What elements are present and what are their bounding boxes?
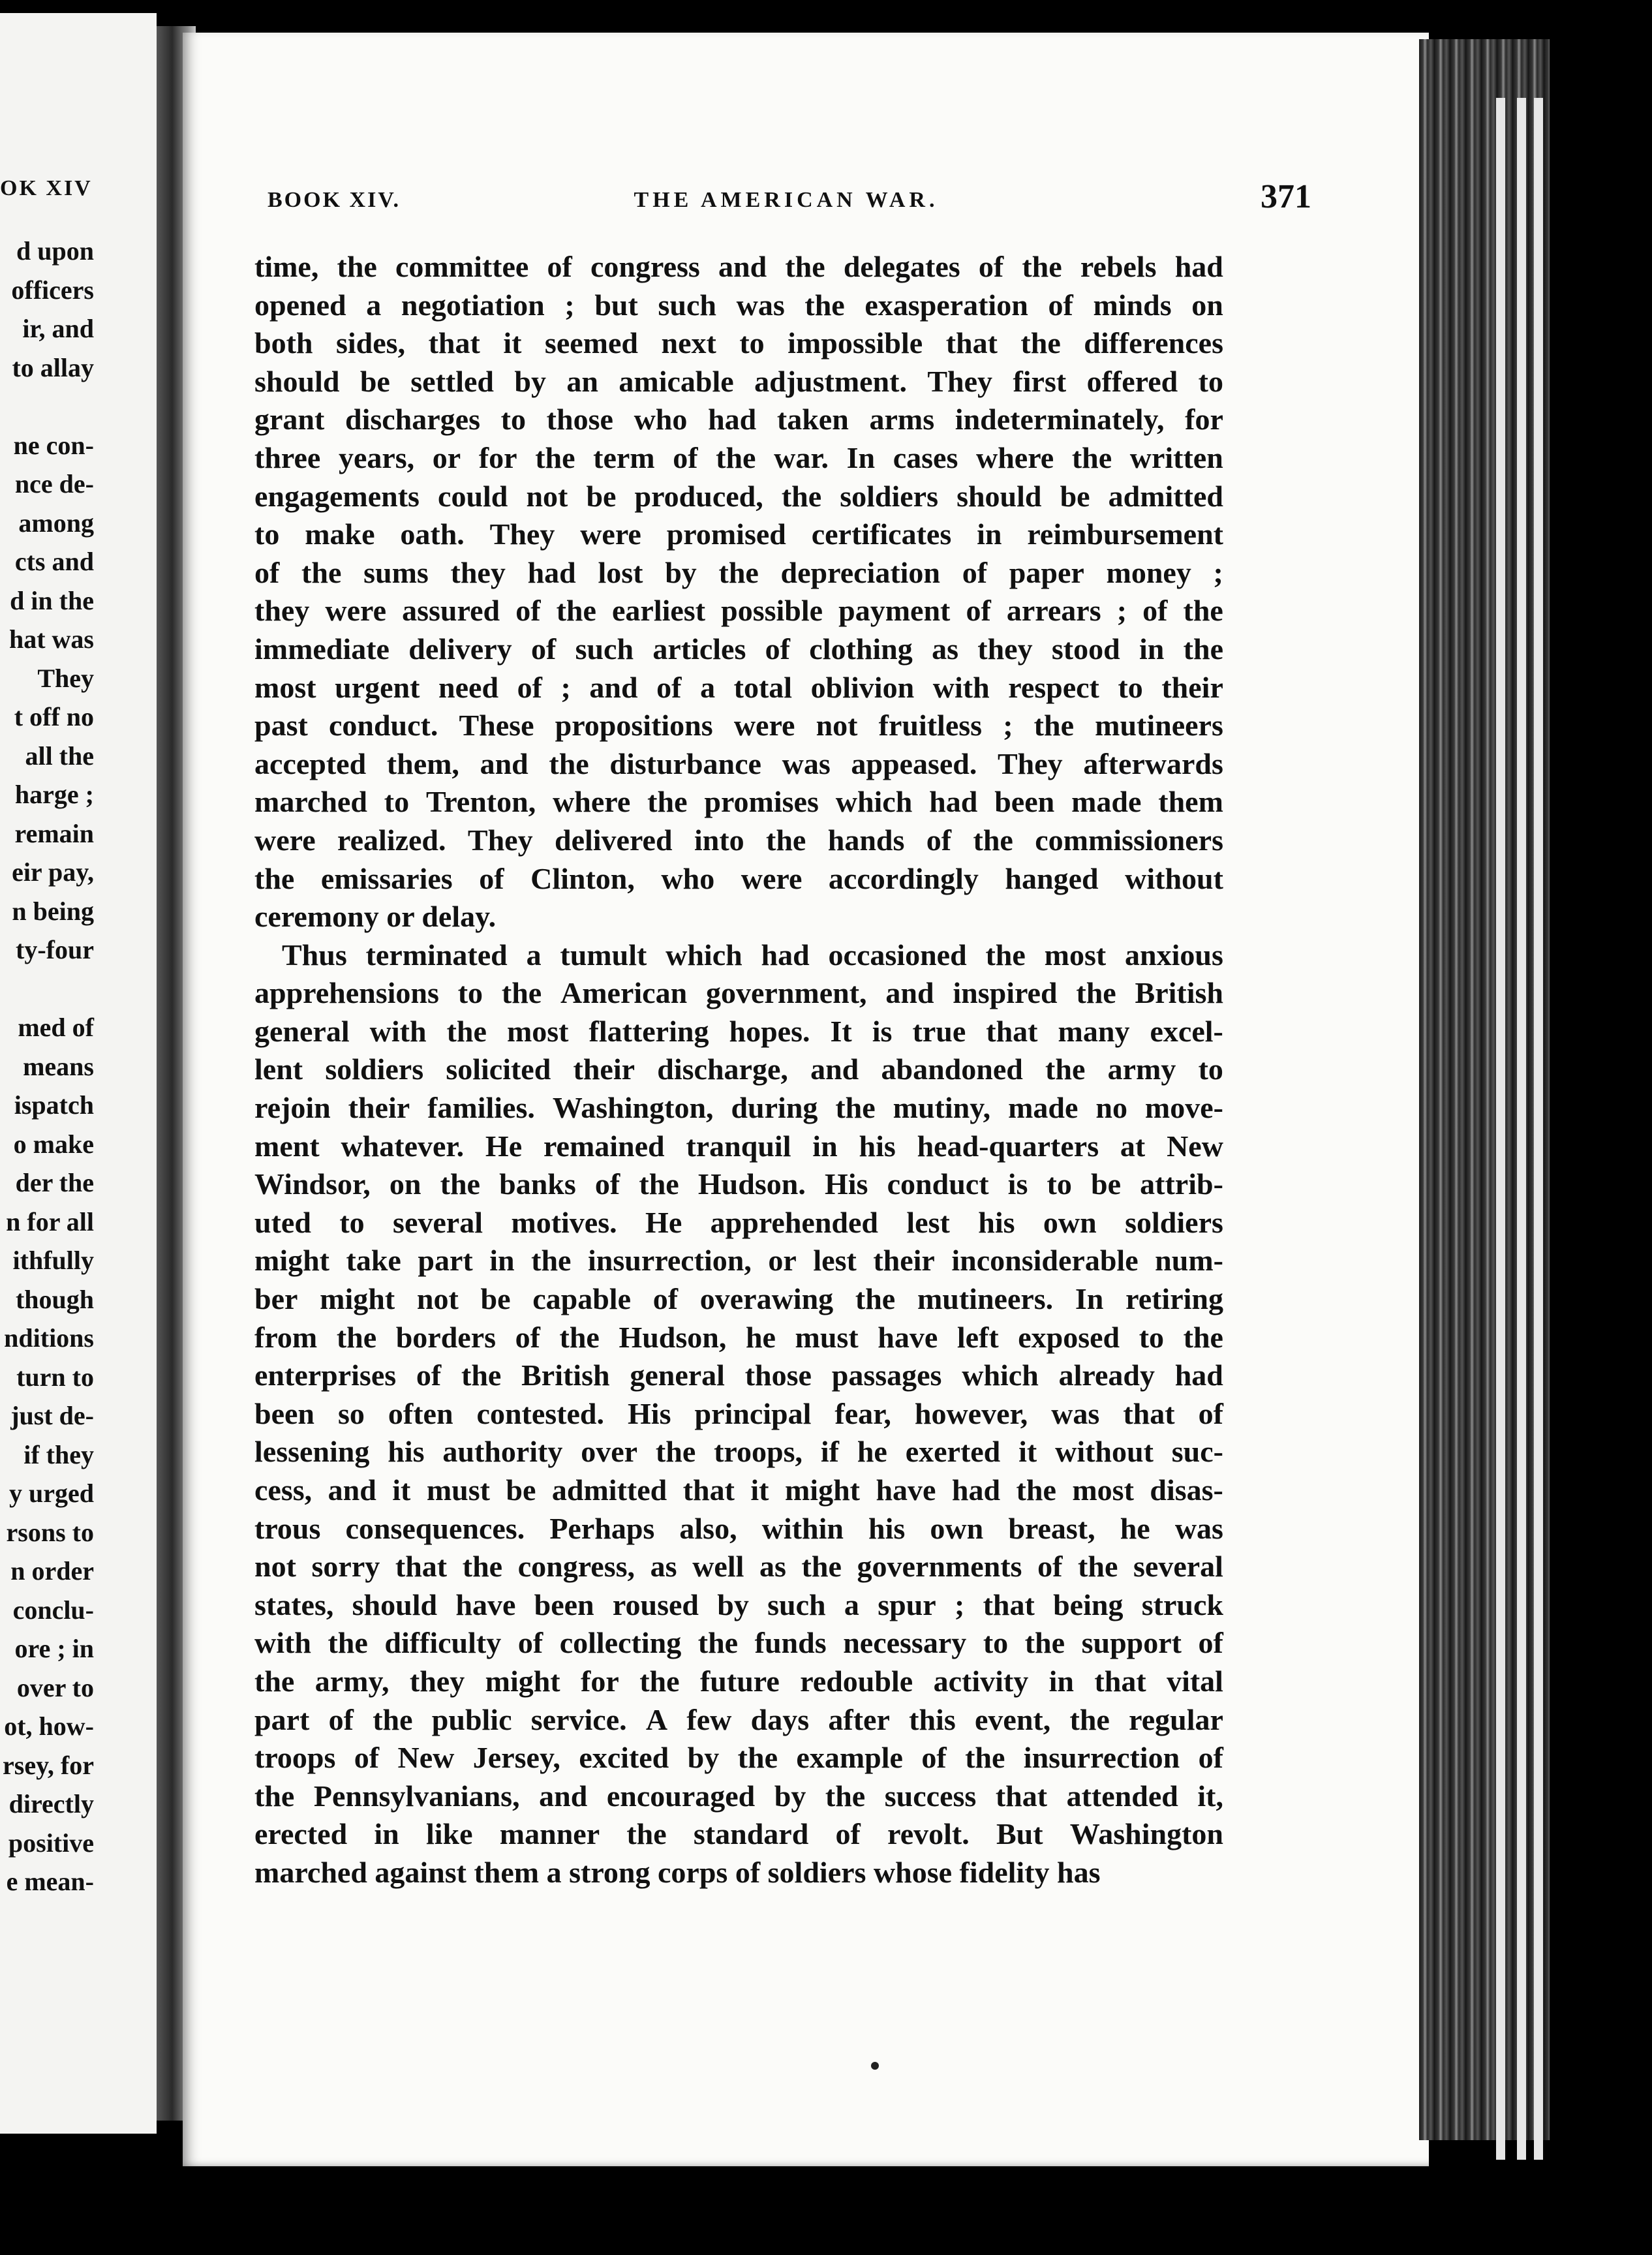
text-line: past conduct. These propositions were not fruitless ; the mutineers: [254, 709, 1223, 743]
left-text-line: n being: [12, 896, 94, 926]
left-page-text: [3, 232, 94, 1901]
text-line: enterprises of the British general those passages which already had: [254, 1358, 1223, 1392]
left-text-line: [3, 387, 94, 426]
left-text-line: over to: [16, 1672, 94, 1702]
text-line: lent soldiers solicited their discharge, and abandoned the army to: [254, 1052, 1223, 1086]
left-text-line: cts and: [14, 547, 94, 576]
left-text-line: d in the: [10, 585, 94, 615]
left-text-line: o make: [13, 1129, 94, 1159]
left-text-line: just de-: [10, 1401, 94, 1430]
text-line: were realized. They delivered into the hands of the commissioners: [254, 823, 1223, 857]
left-text-line: med of: [18, 1013, 94, 1042]
text-line: the Pennsylvanians, and encouraged by the success that attended it,: [254, 1779, 1223, 1813]
left-text-line: among: [18, 508, 94, 538]
left-text-line: though: [15, 1284, 94, 1314]
left-text-line: eir pay,: [12, 857, 94, 887]
left-text-line: nce de-: [14, 469, 94, 499]
text-line: erected in like manner the standard of revolt. But Washington: [254, 1817, 1223, 1851]
book-label: BOOK XIV.: [268, 188, 401, 212]
left-text-line: y urged: [9, 1479, 94, 1508]
left-text-line: harge ;: [14, 780, 94, 809]
text-line: the army, they might for the future redouble activity in that vital: [254, 1664, 1223, 1698]
left-text-line: n for all: [6, 1206, 94, 1236]
page-edge-strip: [1496, 98, 1505, 2160]
page-edge-strip: [1517, 98, 1526, 2160]
text-line: accepted them, and the disturbance was appeased. They afterwards: [254, 746, 1223, 780]
left-text-line: to allay: [12, 352, 94, 382]
text-line: to make oath. They were promised certificates in reimbursement: [254, 517, 1223, 551]
left-text-line: remain: [14, 818, 94, 848]
left-text-line: ir, and: [22, 314, 94, 343]
left-text-line: rsey, for: [3, 1750, 94, 1780]
left-text-line: if they: [23, 1439, 94, 1469]
text-line: uted to several motives. He apprehended lest his own soldiers: [254, 1205, 1223, 1239]
left-text-line: turn to: [16, 1362, 94, 1392]
left-text-line: conclu-: [12, 1595, 94, 1625]
left-text-line: officers: [11, 275, 94, 305]
running-header: [268, 163, 1311, 222]
book-page: [183, 33, 1429, 2166]
left-text-line: nditions: [4, 1323, 94, 1353]
left-text-line: ne con-: [13, 430, 94, 460]
text-line: cess, and it must be admitted that it might have had the most disas-: [254, 1473, 1223, 1507]
text-line: engagements could not be produced, the soldiers should be admitted: [254, 479, 1223, 513]
text-line: from the borders of the Hudson, he must have left exposed to the: [254, 1320, 1223, 1354]
left-text-line: ithfully: [12, 1246, 94, 1275]
text-line: part of the public service. A few days after this event, the regular: [254, 1702, 1223, 1736]
left-text-line: ty-four: [16, 935, 94, 964]
left-text-line: t off no: [14, 702, 94, 731]
left-facing-page: [0, 13, 157, 2134]
text-line: troops of New Jersey, excited by the example of the insurrection of: [254, 1741, 1223, 1775]
text-line: marched to Trenton, where the promises which had been made them: [254, 785, 1223, 819]
text-line: opened a negotiation ; but such was the exasperation of minds on: [254, 288, 1223, 322]
text-line: might take part in the insurrection, or lest their inconsiderable num-: [254, 1244, 1223, 1278]
running-title: THE AMERICAN WAR.: [634, 188, 939, 212]
text-line: with the difficulty of collecting the funds necessary to the support of: [254, 1626, 1223, 1660]
left-text-line: e mean-: [6, 1867, 94, 1896]
text-line: rejoin their families. Washington, during the mutiny, made no move-: [254, 1091, 1223, 1125]
left-text-line: all the: [25, 741, 94, 771]
left-text-line: hat was: [8, 624, 94, 654]
left-text-line: ore ; in: [14, 1634, 94, 1663]
text-line: lessening his authority over the troops, if he exerted it without suc-: [254, 1435, 1223, 1469]
text-line: states, should have been roused by such a spur ; that being struck: [254, 1588, 1223, 1621]
text-line: general with the most flattering hopes. It is true that many excel-: [254, 1014, 1223, 1048]
text-line: time, the committee of congress and the delegates of the rebels had: [254, 250, 1223, 283]
left-text-line: d upon: [16, 236, 94, 266]
left-text-line: means: [23, 1051, 94, 1081]
left-page-header: OK XIV: [0, 176, 93, 200]
left-text-line: positive: [8, 1828, 94, 1858]
left-text-line: [3, 970, 94, 1009]
text-line: ber might not be capable of overawing the mutineers. In retiring: [254, 1282, 1223, 1316]
page-edges: [1419, 39, 1550, 2140]
text-line: ceremony or delay.: [254, 900, 497, 934]
text-line: the emissaries of Clinton, who were accordingly hanged without: [254, 861, 1223, 895]
text-line: apprehensions to the American government, and inspired the British: [254, 976, 1223, 1010]
text-line: should be settled by an amicable adjustment. They first offered to: [254, 364, 1223, 398]
page-dot: [871, 2062, 879, 2070]
text-line: ment whatever. He remained tranquil in his head-quarters at New: [254, 1129, 1223, 1163]
page-edge-strip: [1534, 98, 1543, 2160]
text-line: grant discharges to those who had taken arms indeterminately, for: [254, 403, 1223, 437]
text-line: they were assured of the earliest possible payment of arrears ; of the: [254, 594, 1223, 628]
text-line: been so often contested. His principal fear, however, was that of: [254, 1396, 1223, 1430]
text-line: immediate delivery of such articles of clothing as they stood in the: [254, 632, 1223, 666]
left-text-line: ot, how-: [4, 1711, 94, 1741]
text-line: three years, or for the term of the war. In cases where the written: [254, 440, 1223, 474]
left-text-line: They: [37, 663, 94, 693]
left-text-line: der the: [15, 1168, 94, 1197]
left-text-line: directly: [8, 1789, 94, 1818]
text-line: most urgent need of ; and of a total oblivion with respect to their: [254, 670, 1223, 704]
text-line: Thus terminated a tumult which had occasioned the most anxious: [282, 938, 1223, 972]
page-number: 371: [1261, 178, 1311, 215]
text-line: both sides, that it seemed next to impossible that the differences: [254, 326, 1223, 360]
text-line: marched against them a strong corps of soldiers whose fidelity has: [254, 1855, 1101, 1889]
body-text: [254, 248, 1223, 1892]
left-text-line: ispatch: [14, 1090, 94, 1120]
text-line: of the sums they had lost by the depreciation of paper money ;: [254, 555, 1223, 589]
left-text-line: rsons to: [6, 1517, 94, 1547]
text-line: not sorry that the congress, as well as the governments of the several: [254, 1550, 1223, 1584]
text-line: trous consequences. Perhaps also, within his own breast, he was: [254, 1511, 1223, 1545]
text-line: Windsor, on the banks of the Hudson. His conduct is to be attrib-: [254, 1167, 1223, 1201]
left-text-line: n order: [10, 1556, 94, 1586]
